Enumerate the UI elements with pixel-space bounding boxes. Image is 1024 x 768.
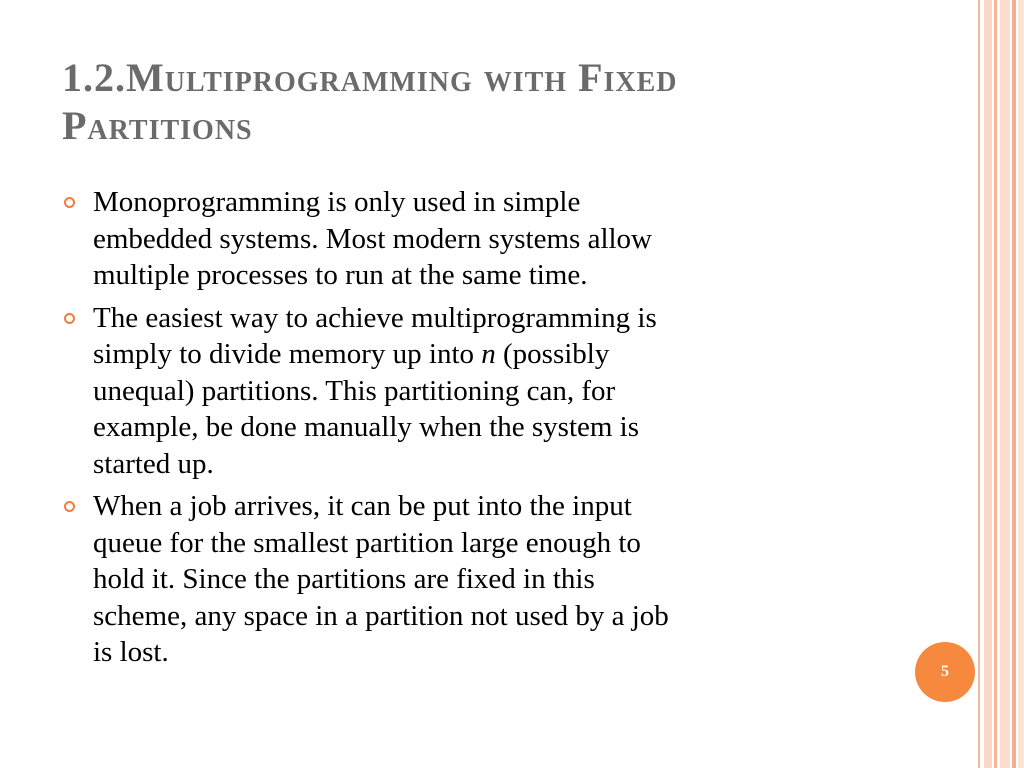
italic-variable: n <box>481 338 496 370</box>
decorative-stripe <box>1018 0 1024 768</box>
title-line: 1.2.Multiprogramming with Fixed <box>62 55 678 100</box>
bullet-text-line: multiple processes to run at the same time. <box>93 259 588 291</box>
decorative-stripe <box>978 0 980 768</box>
bullet-text-line: embedded systems. Most modern systems allow <box>93 222 653 255</box>
bullet-text-line: is lost. <box>93 636 169 668</box>
bullet-text-line: When a job arrives, it can be put into the input <box>93 490 632 522</box>
decorative-stripe <box>1012 0 1016 768</box>
bullet-text-segment: simply to divide memory up into <box>93 338 482 370</box>
bullet-list <box>62 184 882 677</box>
bullet-circle-icon <box>64 197 75 208</box>
page-number-badge: 5 <box>915 642 975 702</box>
bullet-text-line: Monoprogramming is only used in simple <box>93 186 581 218</box>
bullet-item <box>62 300 882 483</box>
bullet-text-line: unequal) partitions. This partitioning can, for <box>93 374 616 407</box>
bullet-item <box>62 184 882 294</box>
bullet-text-line: scheme, any space in a partition not used by a job <box>93 599 669 632</box>
bullet-text-line <box>93 336 882 373</box>
bullet-circle-icon <box>64 501 75 512</box>
decorative-stripe <box>984 0 992 768</box>
bullet-text-line: queue for the smallest partition large enough to <box>93 526 641 559</box>
bullet-text-line: hold it. Since the partitions are fixed in this <box>93 563 595 595</box>
title-line: Partitions <box>62 103 253 148</box>
slide-title <box>62 54 942 150</box>
bullet-text-line: started up. <box>93 447 214 480</box>
decorative-stripe <box>1000 0 1010 768</box>
bullet-item <box>62 488 882 671</box>
bullet-text-line: example, be done manually when the system is <box>93 411 640 443</box>
bullet-text-segment: (possibly <box>495 338 610 370</box>
decorative-stripe <box>994 0 997 768</box>
bullet-text-line: The easiest way to achieve multiprogramming is <box>93 301 657 334</box>
bullet-circle-icon <box>64 313 75 324</box>
